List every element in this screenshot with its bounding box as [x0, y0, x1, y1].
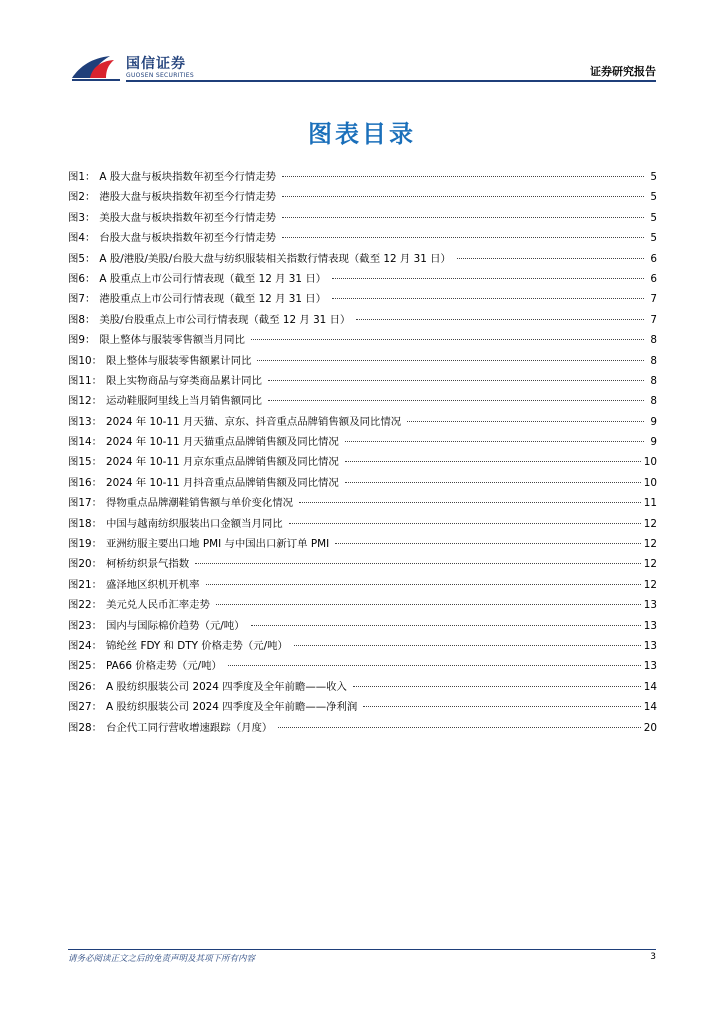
toc-entry-page: 7 — [650, 313, 657, 326]
toc-dot-leader — [251, 625, 641, 626]
toc-entry-label: 图1： — [68, 171, 96, 183]
toc-entry-title: 盛泽地区织机开机率 — [106, 578, 200, 591]
toc-entry-title: 限上整体与服装零售额累计同比 — [106, 354, 252, 367]
toc-entry-page: 13 — [643, 599, 657, 612]
toc-entry-title: 台股大盘与板块指数年初至今行情走势 — [99, 232, 277, 245]
toc-entry-page: 10 — [643, 456, 657, 469]
toc-entry[interactable] — [68, 372, 657, 392]
toc-entry-label: 图25： — [68, 660, 103, 673]
toc-dot-leader — [282, 217, 644, 218]
toc-entry[interactable] — [68, 474, 657, 494]
toc-entry-title: A 股重点上市公司行情表现（截至 12 月 31 日） — [99, 272, 327, 285]
logo-chinese-name: 国信证券 — [126, 56, 186, 72]
toc-entry-title: 美股大盘与板块指数年初至今行情走势 — [99, 211, 277, 224]
toc-entry-title: A 股/港股/美股/台股大盘与纺织服装相关指数行情表现（截至 12 月 31 日） — [99, 252, 451, 265]
toc-entry-label: 图17： — [68, 497, 103, 510]
toc-entry-page: 5 — [650, 211, 657, 224]
toc-entry-page: 12 — [643, 558, 657, 571]
toc-dot-leader — [195, 563, 641, 564]
toc-dot-leader — [335, 543, 641, 544]
toc-entry-title: PA66 价格走势（元/吨） — [106, 660, 222, 673]
company-logo — [70, 50, 220, 84]
toc-entry-title: 2024 年 10-11 月天猫重点品牌销售额及同比情况 — [106, 436, 339, 449]
toc-entry[interactable] — [68, 188, 657, 208]
toc-entry[interactable] — [68, 515, 657, 535]
page-number: 3 — [650, 952, 656, 962]
page-header — [0, 0, 724, 90]
footer-disclaimer: 请务必阅读正文之后的免责声明及其项下所有内容 — [68, 954, 256, 964]
toc-entry-label: 图8： — [68, 313, 96, 326]
toc-entry[interactable] — [68, 270, 657, 290]
toc-entry-title: 2024 年 10-11 月抖音重点品牌销售额及同比情况 — [106, 476, 339, 489]
toc-dot-leader — [353, 686, 641, 687]
toc-entry-label: 图28： — [68, 721, 103, 734]
toc-entry[interactable] — [68, 209, 657, 229]
toc-entry[interactable] — [68, 311, 657, 331]
toc-entry-page: 5 — [650, 171, 657, 183]
toc-entry[interactable] — [68, 596, 657, 616]
toc-entry-title: 限上整体与服装零售额当月同比 — [99, 334, 245, 347]
toc-entry-page: 5 — [650, 191, 657, 204]
toc-entry[interactable] — [68, 413, 657, 433]
toc-dot-leader — [345, 441, 644, 442]
toc-dot-leader — [407, 421, 644, 422]
toc-entry-title: 美股/台股重点上市公司行情表现（截至 12 月 31 日） — [99, 313, 351, 326]
toc-dot-leader — [294, 645, 641, 646]
toc-entry[interactable] — [68, 555, 657, 575]
toc-entry-page: 14 — [643, 701, 657, 714]
toc-entry[interactable] — [68, 352, 657, 372]
toc-dot-leader — [228, 665, 641, 666]
toc-entry-page: 12 — [643, 517, 657, 530]
toc-dot-leader — [332, 278, 644, 279]
toc-entry-page: 5 — [650, 232, 657, 245]
toc-entry-page: 20 — [643, 721, 657, 734]
toc-dot-leader — [282, 237, 644, 238]
table-of-figures — [68, 168, 657, 739]
toc-entry-page: 13 — [643, 619, 657, 632]
toc-entry-title: 得物重点品牌潮鞋销售额与单价变化情况 — [106, 497, 294, 510]
footer-divider — [68, 949, 656, 950]
toc-entry-label: 图27： — [68, 701, 103, 714]
toc-entry-label: 图9： — [68, 334, 96, 347]
toc-entry-title: 2024 年 10-11 月天猫、京东、抖音重点品牌销售额及同比情况 — [106, 415, 402, 428]
toc-entry-label: 图7： — [68, 293, 96, 306]
toc-entry[interactable] — [68, 617, 657, 637]
toc-entry-title: 台企代工同行营收增速跟踪（月度） — [106, 721, 273, 734]
toc-entry[interactable] — [68, 331, 657, 351]
toc-dot-leader — [332, 298, 644, 299]
toc-entry-label: 图26： — [68, 680, 103, 693]
toc-dot-leader — [257, 360, 644, 361]
toc-entry-title: 港股大盘与板块指数年初至今行情走势 — [99, 191, 277, 204]
toc-entry-page: 13 — [643, 639, 657, 652]
toc-entry-label: 图5： — [68, 252, 96, 265]
toc-entry-label: 图11： — [68, 374, 103, 387]
toc-dot-leader — [282, 196, 644, 197]
toc-entry[interactable] — [68, 392, 657, 412]
toc-entry-label: 图10： — [68, 354, 103, 367]
toc-entry-page: 14 — [643, 680, 657, 693]
toc-entry-title: 锦纶丝 FDY 和 DTY 价格走势（元/吨） — [106, 639, 288, 652]
toc-entry-label: 图6： — [68, 272, 96, 285]
toc-dot-leader — [268, 400, 644, 401]
toc-entry[interactable] — [68, 637, 657, 657]
toc-dot-leader — [356, 319, 644, 320]
toc-entry-label: 图22： — [68, 599, 103, 612]
toc-entry-page: 13 — [643, 660, 657, 673]
toc-entry-label: 图24： — [68, 639, 103, 652]
toc-entry[interactable] — [68, 698, 657, 718]
logo-english-name: GUOSEN SECURITIES — [126, 72, 195, 79]
toc-entry-label: 图3： — [68, 211, 96, 224]
toc-entry-title: 国内与国际棉价趋势（元/吨） — [106, 619, 245, 632]
toc-entry-page: 6 — [650, 272, 657, 285]
toc-entry-title: 限上实物商品与穿类商品累计同比 — [106, 374, 262, 387]
toc-dot-leader — [206, 584, 641, 585]
toc-dot-leader — [345, 461, 641, 462]
toc-dot-leader — [251, 339, 644, 340]
toc-entry-page: 7 — [650, 293, 657, 306]
toc-entry-label: 图20： — [68, 558, 103, 571]
toc-entry-label: 图4： — [68, 232, 96, 245]
toc-entry-page: 12 — [643, 538, 657, 551]
toc-entry-title: 2024 年 10-11 月京东重点品牌销售额及同比情况 — [106, 456, 339, 469]
toc-entry-page: 8 — [650, 334, 657, 347]
toc-entry-title: 港股重点上市公司行情表现（截至 12 月 31 日） — [99, 293, 327, 306]
toc-entry-label: 图14： — [68, 436, 103, 449]
toc-dot-leader — [282, 176, 644, 177]
toc-dot-leader — [268, 380, 644, 381]
toc-dot-leader — [278, 727, 641, 728]
toc-entry-page: 8 — [650, 395, 657, 408]
toc-entry-label: 图12： — [68, 395, 103, 408]
report-type-label: 证券研究报告 — [590, 65, 656, 78]
toc-entry-page: 11 — [643, 497, 657, 510]
guosen-logo-icon — [70, 52, 122, 82]
toc-entry-label: 图13： — [68, 415, 103, 428]
toc-entry-page: 8 — [650, 354, 657, 367]
toc-entry-label: 图19： — [68, 538, 103, 551]
toc-entry-label: 图2： — [68, 191, 96, 204]
toc-entry[interactable] — [68, 168, 657, 188]
toc-entry-page: 8 — [650, 374, 657, 387]
toc-entry-page: 9 — [650, 436, 657, 449]
toc-entry-title: 运动鞋服阿里线上当月销售额同比 — [106, 395, 262, 408]
toc-entry-label: 图15： — [68, 456, 103, 469]
toc-entry-label: 图18： — [68, 517, 103, 530]
toc-entry-title: A 股纺织服装公司 2024 四季度及全年前瞻——收入 — [106, 680, 347, 693]
toc-entry-title: A 股纺织服装公司 2024 四季度及全年前瞻——净利润 — [106, 701, 358, 714]
toc-entry-title: A 股大盘与板块指数年初至今行情走势 — [99, 171, 277, 183]
toc-dot-leader — [345, 482, 641, 483]
toc-dot-leader — [457, 258, 644, 259]
toc-entry[interactable] — [68, 229, 657, 249]
toc-entry[interactable] — [68, 678, 657, 698]
toc-entry[interactable] — [68, 535, 657, 555]
toc-entry[interactable] — [68, 250, 657, 270]
toc-entry[interactable] — [68, 719, 657, 739]
toc-entry-page: 10 — [643, 476, 657, 489]
toc-entry[interactable] — [68, 576, 657, 596]
toc-dot-leader — [363, 706, 640, 707]
toc-entry[interactable] — [68, 433, 657, 453]
toc-entry[interactable] — [68, 290, 657, 310]
toc-dot-leader — [289, 523, 641, 524]
toc-entry-page: 12 — [643, 578, 657, 591]
toc-entry-title: 美元兑人民币汇率走势 — [106, 599, 210, 612]
toc-dot-leader — [299, 502, 641, 503]
toc-entry-title: 中国与越南纺织服装出口金额当月同比 — [106, 517, 283, 530]
toc-entry-title: 柯桥纺织景气指数 — [106, 558, 190, 571]
toc-entry[interactable] — [68, 494, 657, 514]
toc-entry-page: 9 — [650, 415, 657, 428]
header-divider — [126, 80, 656, 82]
toc-entry-label: 图21： — [68, 578, 103, 591]
toc-entry-label: 图16： — [68, 476, 103, 489]
toc-entry-page: 6 — [650, 252, 657, 265]
toc-entry-title: 亚洲纺服主要出口地 PMI 与中国出口新订单 PMI — [106, 538, 330, 551]
toc-dot-leader — [216, 604, 641, 605]
page-title: 图表目录 — [308, 120, 416, 148]
toc-entry[interactable] — [68, 657, 657, 677]
toc-entry[interactable] — [68, 453, 657, 473]
toc-entry-label: 图23： — [68, 619, 103, 632]
